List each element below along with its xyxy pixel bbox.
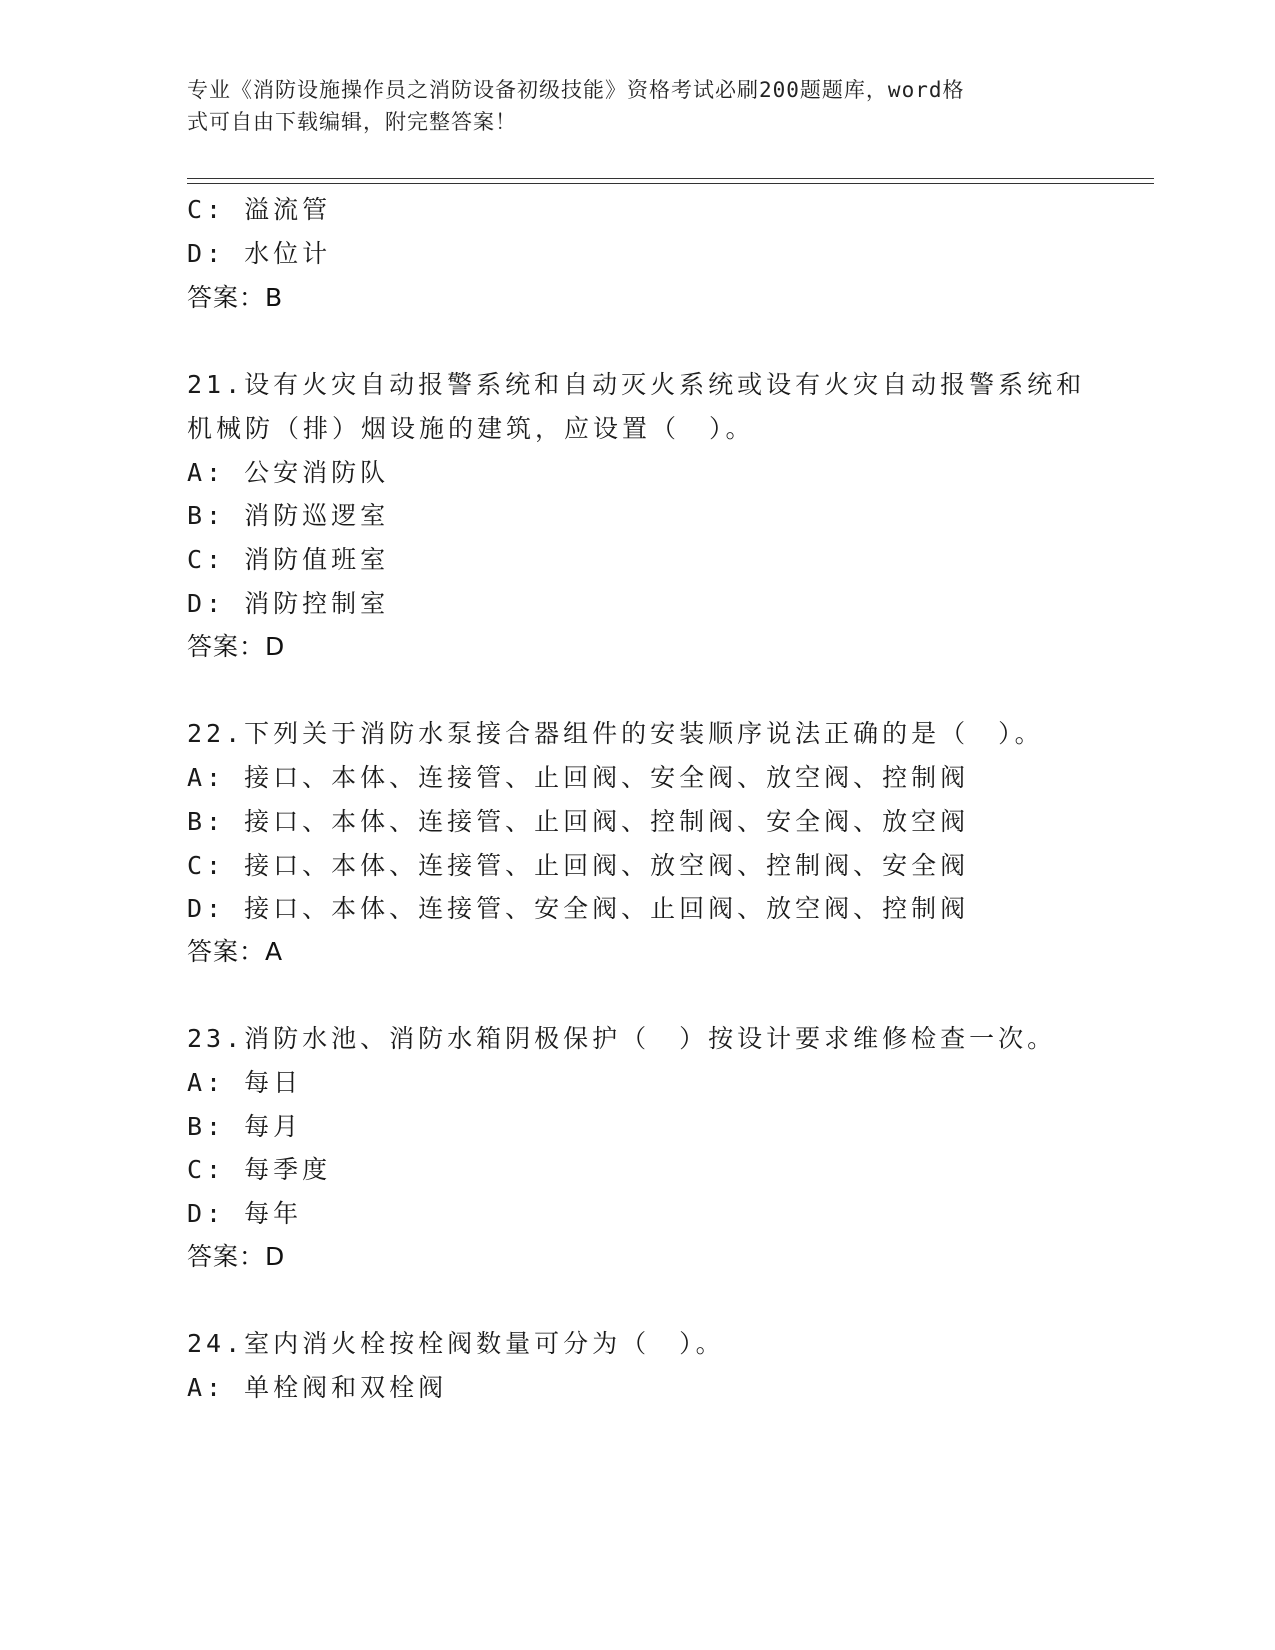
q21-stem-line-2: 机械防（排）烟设施的建筑，应设置（ ）。 (187, 414, 755, 443)
q21-option-a: A: 公安消防队 (187, 458, 390, 487)
q23-answer: 答案：D (187, 1242, 286, 1271)
q24-stem-line-1: 24.室内消火栓按栓阀数量可分为（ ）。 (187, 1329, 725, 1358)
q22-option-d: D: 接口、本体、连接管、安全阀、止回阀、放空阀、控制阀 (187, 894, 970, 923)
q21-answer: 答案：D (187, 632, 286, 661)
q21-option-b: B: 消防巡逻室 (187, 501, 390, 530)
header-divider-top (187, 178, 1154, 179)
header-line-2: 式可自由下载编辑，附完整答案！ (187, 110, 517, 134)
q23-option-d: D: 每年 (187, 1199, 303, 1228)
header-line-1: 专业《消防设施操作员之消防设备初级技能》资格考试必刷200题题库，word格 (187, 78, 965, 102)
q23-option-b: B: 每月 (187, 1112, 303, 1141)
q20-answer: 答案：B (187, 283, 284, 312)
q21-option-d: D: 消防控制室 (187, 589, 390, 618)
q23-option-c: C: 每季度 (187, 1155, 332, 1184)
q21-option-c: C: 消防值班室 (187, 545, 390, 574)
q22-option-a: A: 接口、本体、连接管、止回阀、安全阀、放空阀、控制阀 (187, 763, 970, 792)
q20-option-d: D: 水位计 (187, 239, 332, 268)
q22-stem-line-1: 22.下列关于消防水泵接合器组件的安装顺序说法正确的是（ ）。 (187, 719, 1044, 748)
q22-answer: 答案：A (187, 937, 284, 966)
q24-option-a: A: 单栓阀和双栓阀 (187, 1373, 448, 1402)
document-header (187, 74, 1067, 138)
q23-option-a: A: 每日 (187, 1068, 303, 1097)
header-divider-bottom (187, 183, 1154, 184)
q22-option-c: C: 接口、本体、连接管、止回阀、放空阀、控制阀、安全阀 (187, 851, 970, 880)
q23-stem-line-1: 23.消防水池、消防水箱阴极保护（ ）按设计要求维修检查一次。 (187, 1024, 1057, 1053)
q20-option-c: C: 溢流管 (187, 195, 332, 224)
q21-stem-line-1: 21.设有火灾自动报警系统和自动灭火系统或设有火灾自动报警系统和 (187, 370, 1086, 399)
q22-option-b: B: 接口、本体、连接管、止回阀、控制阀、安全阀、放空阀 (187, 807, 970, 836)
